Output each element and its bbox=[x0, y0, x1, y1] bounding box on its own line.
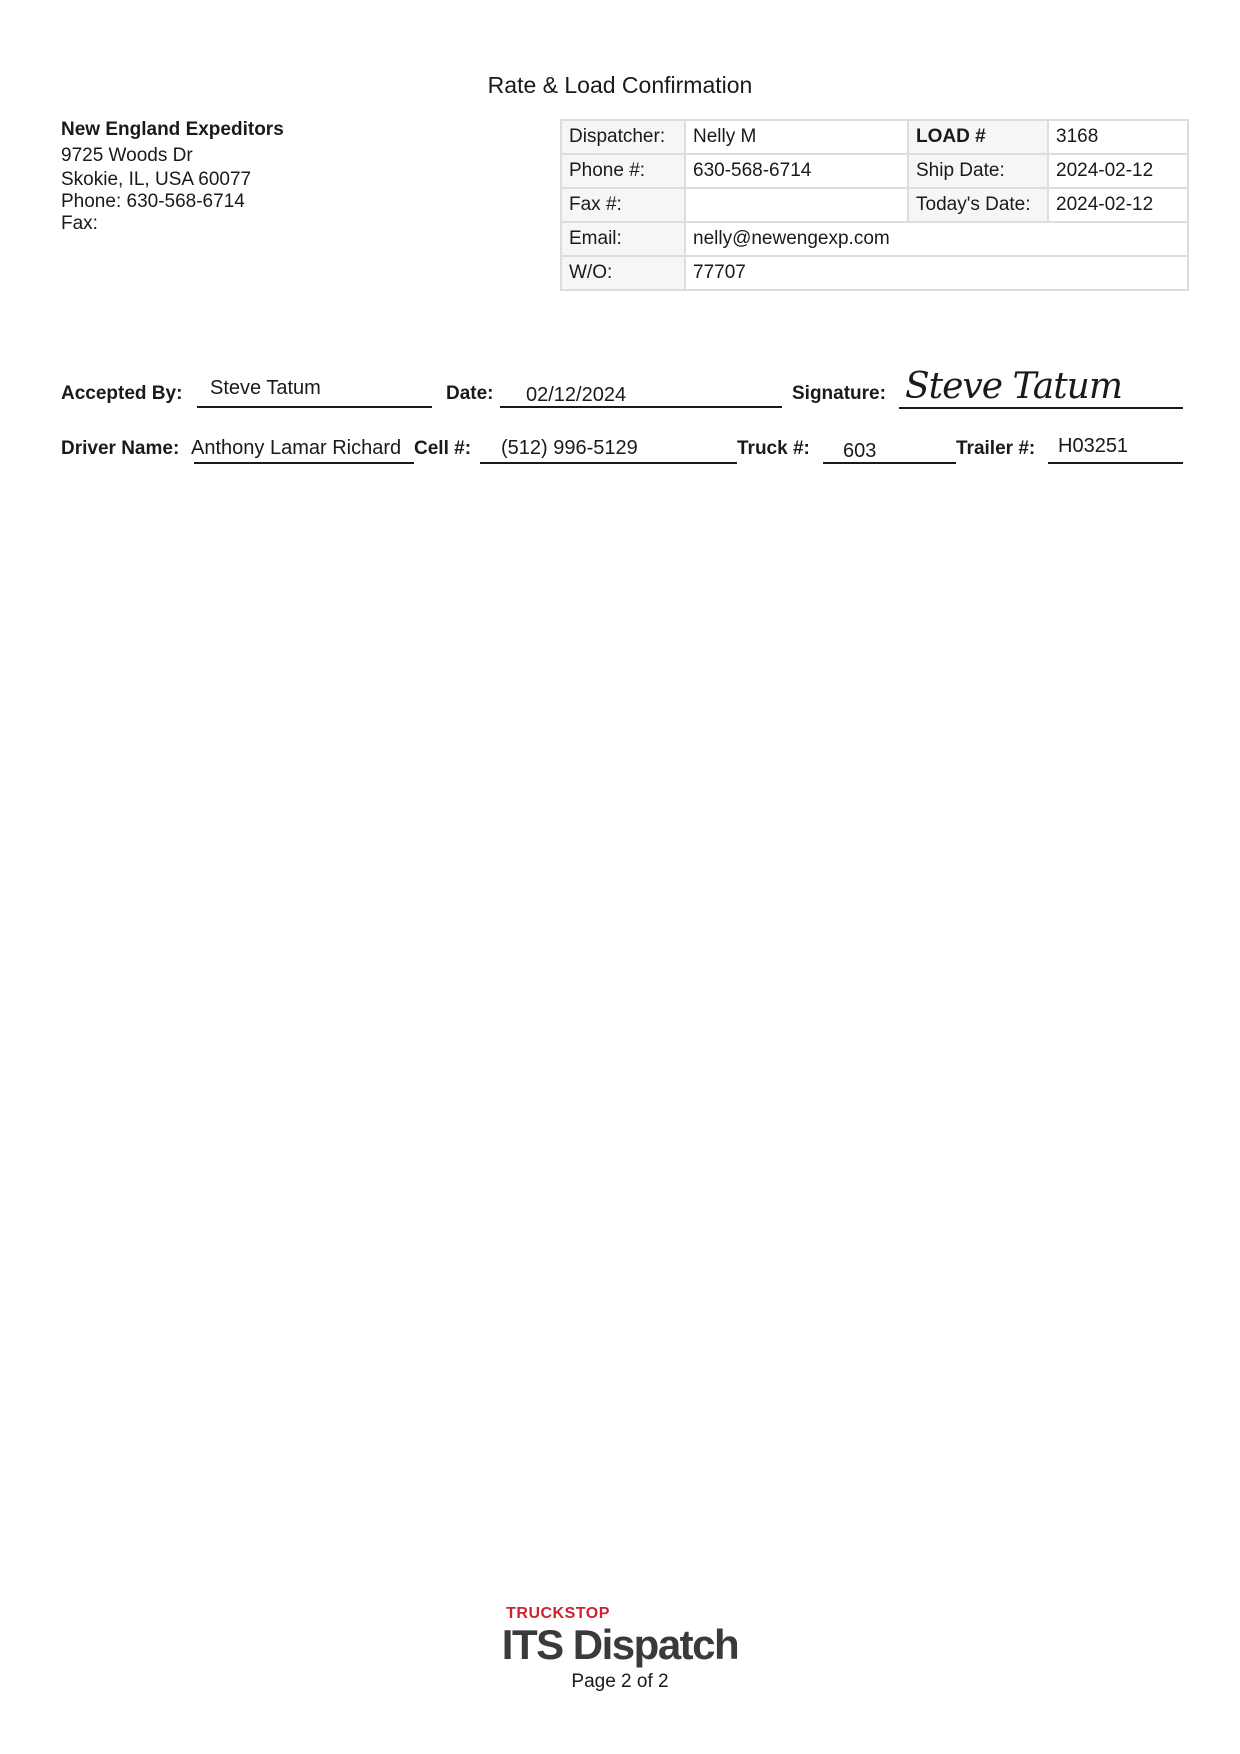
trailer-value[interactable]: H03251 bbox=[1058, 435, 1129, 457]
accepted-by-label: Accepted By: bbox=[61, 383, 183, 404]
date-label: Date: bbox=[446, 383, 494, 404]
trailer-label: Trailer #: bbox=[956, 438, 1036, 459]
email-label: Email: bbox=[561, 222, 685, 256]
signature-label: Signature: bbox=[792, 383, 886, 404]
cell-value[interactable]: (512) 996-5129 bbox=[501, 437, 638, 459]
phone-value: 630-568-6714 bbox=[685, 154, 908, 188]
ship-date-value: 2024-02-12 bbox=[1048, 154, 1188, 188]
trailer-line bbox=[1048, 461, 1183, 464]
todays-date-label: Today's Date: bbox=[908, 188, 1048, 222]
phone-label: Phone #: bbox=[561, 154, 685, 188]
fax-label: Fax #: bbox=[561, 188, 685, 222]
company-block bbox=[61, 118, 284, 235]
table-row bbox=[561, 256, 1188, 290]
dispatcher-label: Dispatcher: bbox=[561, 120, 685, 154]
fax-value bbox=[685, 188, 908, 222]
accepted-by-line bbox=[197, 405, 432, 408]
driver-name-label: Driver Name: bbox=[61, 438, 180, 459]
dispatcher-value: Nelly M bbox=[685, 120, 908, 154]
load-number-value: 3168 bbox=[1048, 120, 1188, 154]
email-value: nelly@newengexp.com bbox=[685, 222, 1188, 256]
company-address-line-1: 9725 Woods Dr bbox=[61, 145, 193, 166]
cell-line bbox=[480, 461, 737, 464]
truckstop-logo-text: TRUCKSTOP bbox=[506, 1605, 610, 1622]
date-value[interactable]: 02/12/2024 bbox=[526, 384, 627, 406]
truck-value[interactable]: 603 bbox=[843, 440, 877, 462]
load-info-table bbox=[560, 119, 1189, 291]
company-fax: Fax: bbox=[61, 213, 98, 234]
todays-date-value: 2024-02-12 bbox=[1048, 188, 1188, 222]
truck-label: Truck #: bbox=[737, 438, 810, 459]
company-address-line-2: Skokie, IL, USA 60077 bbox=[61, 169, 252, 190]
driver-name-line bbox=[194, 461, 414, 464]
table-row bbox=[561, 154, 1188, 188]
document-title: Rate & Load Confirmation bbox=[487, 72, 753, 98]
driver-name-value[interactable]: Anthony Lamar Richard bbox=[191, 437, 402, 459]
company-phone: Phone: 630-568-6714 bbox=[61, 191, 245, 212]
ship-date-label: Ship Date: bbox=[908, 154, 1048, 188]
company-name: New England Expeditors bbox=[61, 119, 284, 140]
its-dispatch-logo: ITS Dispatch bbox=[501, 1621, 739, 1668]
cell-label: Cell #: bbox=[414, 438, 472, 459]
table-row bbox=[561, 222, 1188, 256]
wo-value: 77707 bbox=[685, 256, 1188, 290]
wo-label: W/O: bbox=[561, 256, 685, 290]
signature-handwriting[interactable]: Steve Tatum bbox=[905, 366, 1122, 407]
page-number: Page 2 of 2 bbox=[571, 1671, 669, 1692]
accepted-by-value[interactable]: Steve Tatum bbox=[210, 377, 321, 399]
table-row bbox=[561, 120, 1188, 154]
table-row bbox=[561, 188, 1188, 222]
load-number-label: LOAD # bbox=[908, 120, 1048, 154]
